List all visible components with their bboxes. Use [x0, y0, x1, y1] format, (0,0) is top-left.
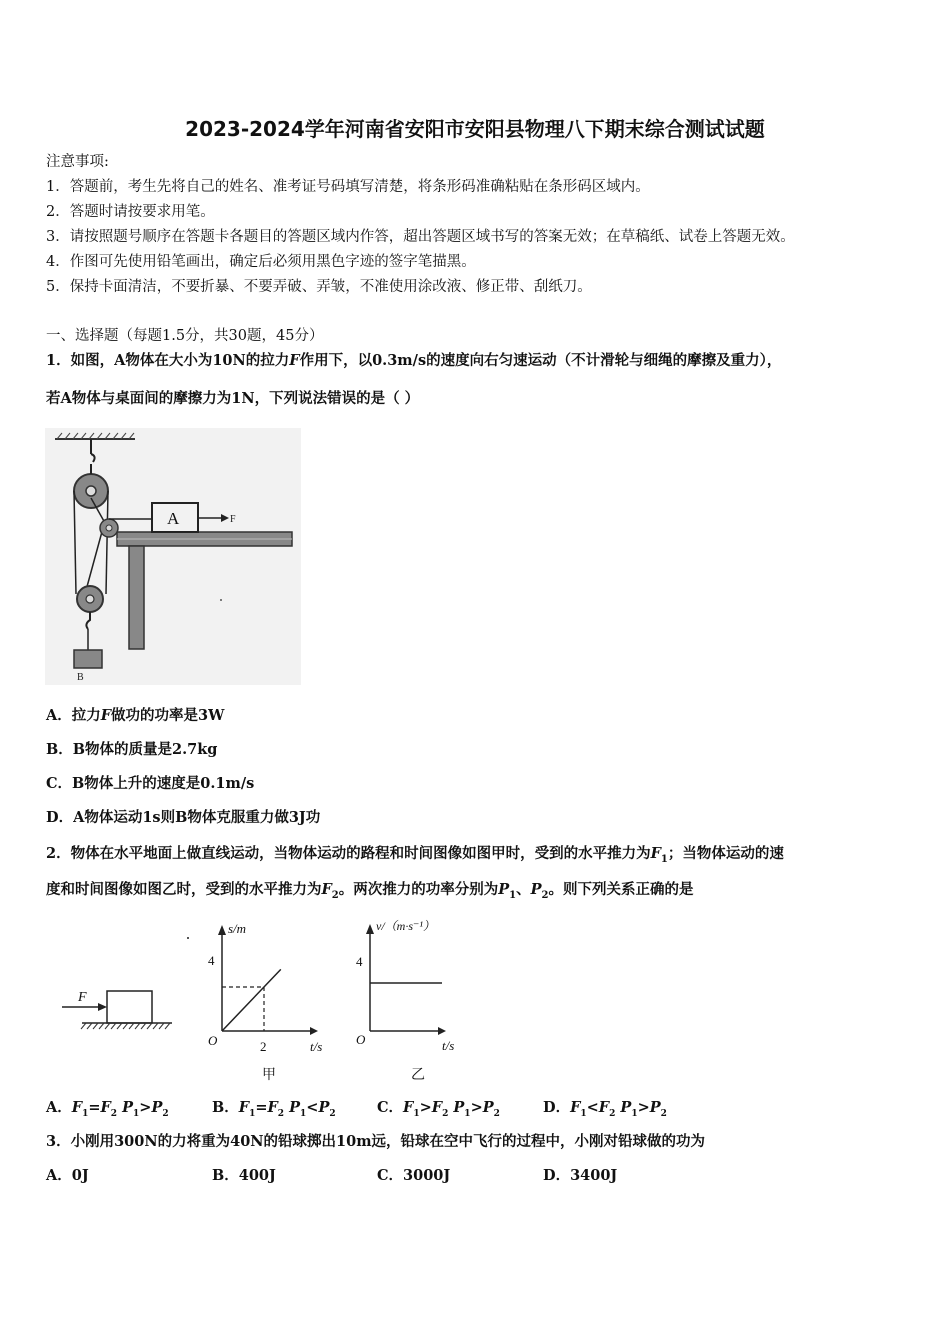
- jia-y-arrow: [218, 925, 226, 935]
- block-b-label: B: [77, 672, 84, 683]
- notice-item: 4．作图可先使用铅笔画出，确定后必须用黑色字迹的签字笔描黑。: [46, 254, 476, 270]
- jia-origin: O: [208, 1033, 218, 1048]
- q1-stem-line2: 若A物体与桌面间的摩擦力为1N，下列说法错误的是（ ）: [46, 390, 420, 407]
- jia-xtick-2: 2: [260, 1039, 267, 1054]
- yi-caption: 乙: [411, 1068, 425, 1083]
- block-a-label: A: [167, 509, 180, 528]
- notice-item: 5．保持卡面清洁，不要折暴、不要弄破、弄皱，不准使用涂改液、修正带、刮纸刀。: [46, 279, 592, 295]
- yi-ylabel: v/（m·s⁻¹）: [376, 919, 435, 933]
- q3-option-b[interactable]: B．400J: [212, 1167, 276, 1184]
- q2-option-b[interactable]: B．$F_1=F_2$ $P_1<P_2$: [212, 1099, 336, 1119]
- q3-stem: 3．小刚用300N的力将重为40N的铅球掷出10m远，铅球在空中飞行的过程中，小刚对铅球做的功为: [46, 1133, 706, 1150]
- q3-option-d[interactable]: D．3400J: [543, 1167, 618, 1184]
- pulley-figure: [45, 428, 301, 685]
- q3-option-c[interactable]: C．3000J: [377, 1167, 451, 1184]
- notice-item: 1．答题前，考生先将自己的姓名、准考证号码填写清楚，将条形码准确粘贴在条形码区域内。: [46, 179, 650, 195]
- jia-caption: 甲: [262, 1068, 276, 1083]
- jia-series-line: [222, 969, 281, 1031]
- jia-xlabel: t/s: [310, 1039, 323, 1054]
- chart-jia: [200, 915, 340, 1085]
- yi-x-arrow: [438, 1027, 446, 1035]
- force-label: F: [230, 514, 236, 525]
- q1-option-d[interactable]: D．A物体运动1s则B物体克服重力做3J功: [46, 809, 321, 826]
- yi-y-arrow: [366, 924, 374, 934]
- q2-option-c[interactable]: C．$F_1>F_2$ $P_1>P_2$: [377, 1099, 500, 1119]
- chart-yi: [348, 912, 468, 1085]
- yi-ytick-4: 4: [356, 954, 363, 969]
- q2-option-a[interactable]: A．$F_1=F_2$ $P_1>P_2$: [46, 1099, 169, 1119]
- q1-option-c[interactable]: C．B物体上升的速度是0.1m/s: [46, 775, 255, 792]
- push-force-label: F: [78, 990, 87, 1005]
- page-title: 2023-2024学年河南省安阳市安阳县物理八下期末综合测试试题: [185, 117, 765, 141]
- push-arrow-icon: [98, 1003, 107, 1011]
- notice-item: 3．请按照题号顺序在答题卡各题目的答题区域内作答，超出答题区域书写的答案无效；在草稿纸、试卷上答题无效。: [46, 229, 795, 245]
- yi-origin: O: [356, 1032, 366, 1047]
- notice-heading: 注意事项:: [46, 154, 109, 170]
- q2-option-d[interactable]: D．$F_1<F_2$ $P_1>P_2$: [543, 1099, 667, 1119]
- section-heading: 一、选择题（每题1.5分，共30题，45分）: [46, 328, 324, 344]
- jia-ytick-4: 4: [208, 953, 215, 968]
- notice-item: 2．答题时请按要求用笔。: [46, 204, 215, 220]
- q1-option-a[interactable]: A．拉力F做功的功率是3W: [46, 707, 225, 724]
- q2-stem-line2: 度和时间图像如图乙时，受到的水平推力为$F_2$。两次推力的功率分别为$P_1$、$P_2$。则下列关系正确的是: [46, 881, 694, 901]
- jia-x-arrow: [310, 1027, 318, 1035]
- jia-ylabel: s/m: [228, 921, 247, 936]
- yi-xlabel: t/s: [442, 1038, 455, 1053]
- push-block: [107, 991, 152, 1023]
- q1-stem-line1: 1．如图，A物体在大小为10N的拉力F作用下，以0.3m/s的速度向右匀速运动（不计滑轮与细绳的摩擦及重力），: [46, 352, 782, 369]
- block-b: [74, 650, 102, 668]
- block-push-figure: [58, 980, 178, 1030]
- q2-stem-line1: 2．物体在水平地面上做直线运动，当物体运动的路程和时间图像如图甲时，受到的水平推力为$F_1$；当物体运动的速: [46, 845, 784, 865]
- q3-option-a[interactable]: A．0J: [46, 1167, 89, 1184]
- q1-option-b[interactable]: B．B物体的质量是2.7kg: [46, 741, 218, 758]
